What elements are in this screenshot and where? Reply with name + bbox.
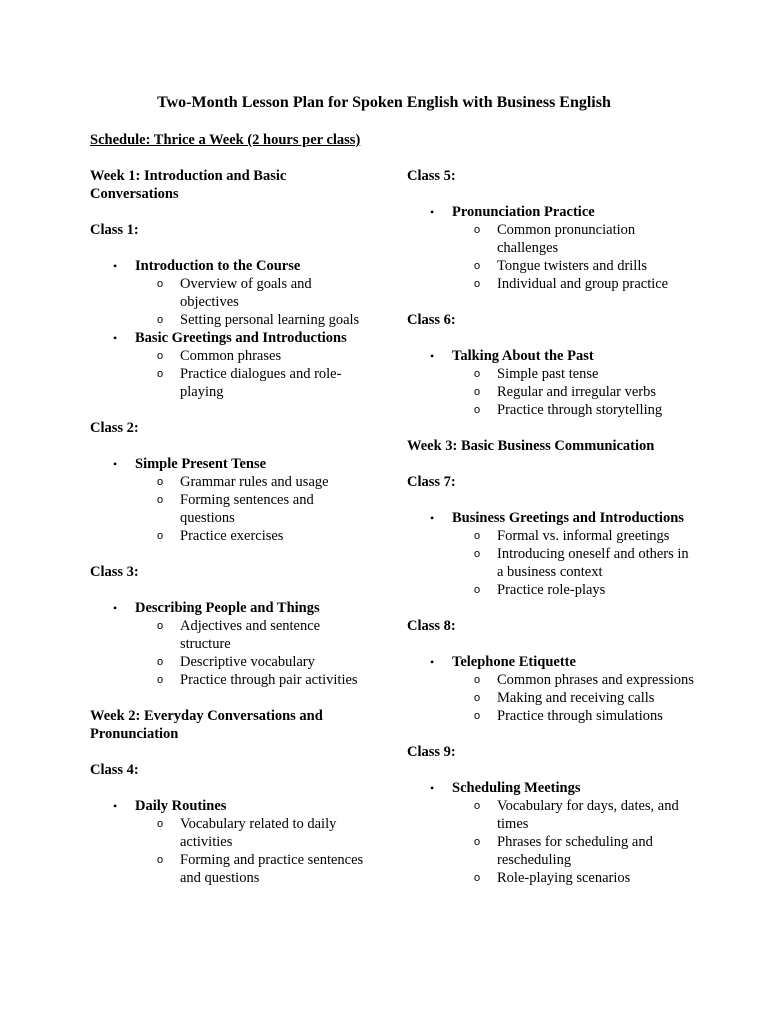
- class-heading: Class 3:: [90, 564, 139, 580]
- sub-item: [407, 707, 697, 725]
- class-topics: [90, 599, 365, 689]
- bullet-mark: •: [430, 655, 435, 669]
- sub-item-text: Making and receiving calls: [497, 690, 655, 706]
- sub-item-text: Forming and practice sentences and questions: [180, 852, 364, 886]
- sub-item: [407, 221, 697, 257]
- sub-item: [407, 527, 697, 545]
- sub-item-text: Forming sentences and questions: [180, 492, 314, 526]
- sub-item-text: Vocabulary for days, dates, and times: [497, 798, 679, 832]
- sub-item-text: Common phrases: [180, 348, 282, 364]
- sub-item: [90, 527, 365, 545]
- left-column: [90, 167, 365, 905]
- sub-bullet-mark: o: [474, 368, 481, 380]
- topic-item: [407, 779, 697, 797]
- sub-item: [407, 833, 697, 869]
- sub-item: [407, 689, 697, 707]
- bullet-mark: •: [430, 349, 435, 363]
- sub-item: [90, 491, 365, 527]
- topic-title: Basic Greetings and Introductions: [135, 330, 347, 346]
- sub-item-text: Practice through simulations: [497, 708, 663, 724]
- sub-item-text: Setting personal learning goals: [180, 312, 360, 328]
- topic-item: [407, 347, 697, 365]
- sub-bullet-mark: o: [474, 530, 481, 542]
- sub-bullet-mark: o: [157, 620, 164, 632]
- topic-item: [407, 653, 697, 671]
- schedule-line: Schedule: Thrice a Week (2 hours per class): [90, 132, 361, 148]
- sub-item: [90, 473, 365, 491]
- sub-item-text: Common pronunciation challenges: [497, 222, 636, 256]
- sub-item-text: Practice through pair activities: [180, 672, 358, 688]
- class-topics: [407, 347, 697, 419]
- class-topics: [407, 509, 697, 599]
- sub-item: [407, 581, 697, 599]
- topic-title: Simple Present Tense: [135, 456, 267, 472]
- topic-title: Daily Routines: [135, 798, 227, 814]
- sub-bullet-mark: o: [157, 476, 164, 488]
- sub-bullet-mark: o: [474, 710, 481, 722]
- sub-item-text: Practice exercises: [180, 528, 284, 544]
- sub-item-text: Practice through storytelling: [497, 402, 663, 418]
- sub-item: [407, 671, 697, 689]
- sub-item: [90, 347, 365, 365]
- class-heading: Class 2:: [90, 420, 139, 436]
- class-heading: Class 7:: [407, 474, 456, 490]
- sub-item-text: Descriptive vocabulary: [180, 654, 315, 670]
- topic-item: [90, 257, 365, 275]
- bullet-mark: •: [113, 601, 118, 615]
- class-heading: Class 1:: [90, 222, 139, 238]
- sub-bullet-mark: o: [474, 260, 481, 272]
- topic-title: Talking About the Past: [452, 348, 594, 364]
- sub-bullet-mark: o: [157, 656, 164, 668]
- sub-bullet-mark: o: [474, 386, 481, 398]
- class-topics: [90, 455, 365, 545]
- sub-item-text: Practice role-plays: [497, 582, 606, 598]
- sub-bullet-mark: o: [157, 854, 164, 866]
- sub-bullet-mark: o: [474, 224, 481, 236]
- sub-item: [407, 401, 697, 419]
- topic-title: Telephone Etiquette: [452, 654, 576, 670]
- topic-title: Pronunciation Practice: [452, 204, 595, 220]
- week-heading: Week 1: Introduction and Basic Conversations: [90, 168, 287, 202]
- sub-item-text: Common phrases and expressions: [497, 672, 694, 688]
- topic-title: Describing People and Things: [135, 600, 320, 616]
- bullet-mark: •: [113, 457, 118, 471]
- bullet-mark: •: [113, 331, 118, 345]
- sub-item: [407, 797, 697, 833]
- sub-bullet-mark: o: [157, 494, 164, 506]
- class-heading: Class 9:: [407, 744, 456, 760]
- sub-item: [90, 311, 365, 329]
- topic-item: [407, 203, 697, 221]
- sub-bullet-mark: o: [157, 314, 164, 326]
- sub-bullet-mark: o: [157, 674, 164, 686]
- sub-item-text: Practice dialogues and role-playing: [180, 366, 342, 400]
- class-heading: Class 5:: [407, 168, 456, 184]
- sub-bullet-mark: o: [474, 674, 481, 686]
- sub-item-text: Adjectives and sentence structure: [180, 618, 321, 652]
- topic-title: Introduction to the Course: [135, 258, 301, 274]
- document-title: Two-Month Lesson Plan for Spoken English with Business English: [157, 94, 611, 111]
- sub-item-text: Grammar rules and usage: [180, 474, 329, 490]
- topic-item: [90, 329, 365, 347]
- sub-item: [407, 383, 697, 401]
- class-topics: [407, 203, 697, 293]
- class-heading: Class 4:: [90, 762, 139, 778]
- topic-item: [90, 797, 365, 815]
- class-topics: [407, 653, 697, 725]
- sub-item: [90, 851, 365, 887]
- sub-bullet-mark: o: [474, 872, 481, 884]
- class-topics: [90, 257, 365, 401]
- sub-item-text: Regular and irregular verbs: [497, 384, 657, 400]
- bullet-mark: •: [113, 259, 118, 273]
- sub-bullet-mark: o: [157, 278, 164, 290]
- sub-item: [90, 365, 365, 401]
- bullet-mark: •: [113, 799, 118, 813]
- class-topics: [407, 779, 697, 887]
- sub-bullet-mark: o: [157, 368, 164, 380]
- sub-bullet-mark: o: [474, 692, 481, 704]
- sub-item: [90, 671, 365, 689]
- bullet-mark: •: [430, 781, 435, 795]
- sub-item-text: Vocabulary related to daily activities: [180, 816, 337, 850]
- topic-title: Scheduling Meetings: [452, 780, 581, 796]
- sub-bullet-mark: o: [157, 350, 164, 362]
- sub-item-text: Phrases for scheduling and rescheduling: [497, 834, 653, 868]
- sub-item: [407, 275, 697, 293]
- sub-bullet-mark: o: [157, 530, 164, 542]
- class-heading: Class 6:: [407, 312, 456, 328]
- sub-item: [90, 653, 365, 671]
- sub-bullet-mark: o: [474, 800, 481, 812]
- class-heading: Class 8:: [407, 618, 456, 634]
- sub-item-text: Tongue twisters and drills: [497, 258, 648, 274]
- sub-item: [407, 869, 697, 887]
- topic-title: Business Greetings and Introductions: [452, 510, 684, 526]
- sub-bullet-mark: o: [474, 404, 481, 416]
- sub-item: [90, 275, 365, 311]
- right-column: [407, 167, 697, 905]
- sub-bullet-mark: o: [474, 548, 481, 560]
- sub-item: [90, 617, 365, 653]
- sub-item-text: Individual and group practice: [497, 276, 669, 292]
- week-heading: Week 2: Everyday Conversations and Pronunciation: [90, 708, 323, 742]
- sub-item-text: Role-playing scenarios: [497, 870, 631, 886]
- sub-bullet-mark: o: [474, 836, 481, 848]
- week-heading: Week 3: Basic Business Communication: [407, 438, 655, 454]
- sub-item-text: Overview of goals and objectives: [180, 276, 312, 310]
- topic-item: [90, 455, 365, 473]
- sub-bullet-mark: o: [157, 818, 164, 830]
- sub-bullet-mark: o: [474, 278, 481, 290]
- bullet-mark: •: [430, 205, 435, 219]
- sub-item: [407, 545, 697, 581]
- sub-item: [407, 365, 697, 383]
- sub-item-text: Simple past tense: [497, 366, 599, 382]
- sub-item: [407, 257, 697, 275]
- class-topics: [90, 797, 365, 887]
- bullet-mark: •: [430, 511, 435, 525]
- sub-item: [90, 815, 365, 851]
- sub-item-text: Introducing oneself and others in a business context: [497, 546, 689, 580]
- topic-item: [90, 599, 365, 617]
- sub-bullet-mark: o: [474, 584, 481, 596]
- topic-item: [407, 509, 697, 527]
- sub-item-text: Formal vs. informal greetings: [497, 528, 670, 544]
